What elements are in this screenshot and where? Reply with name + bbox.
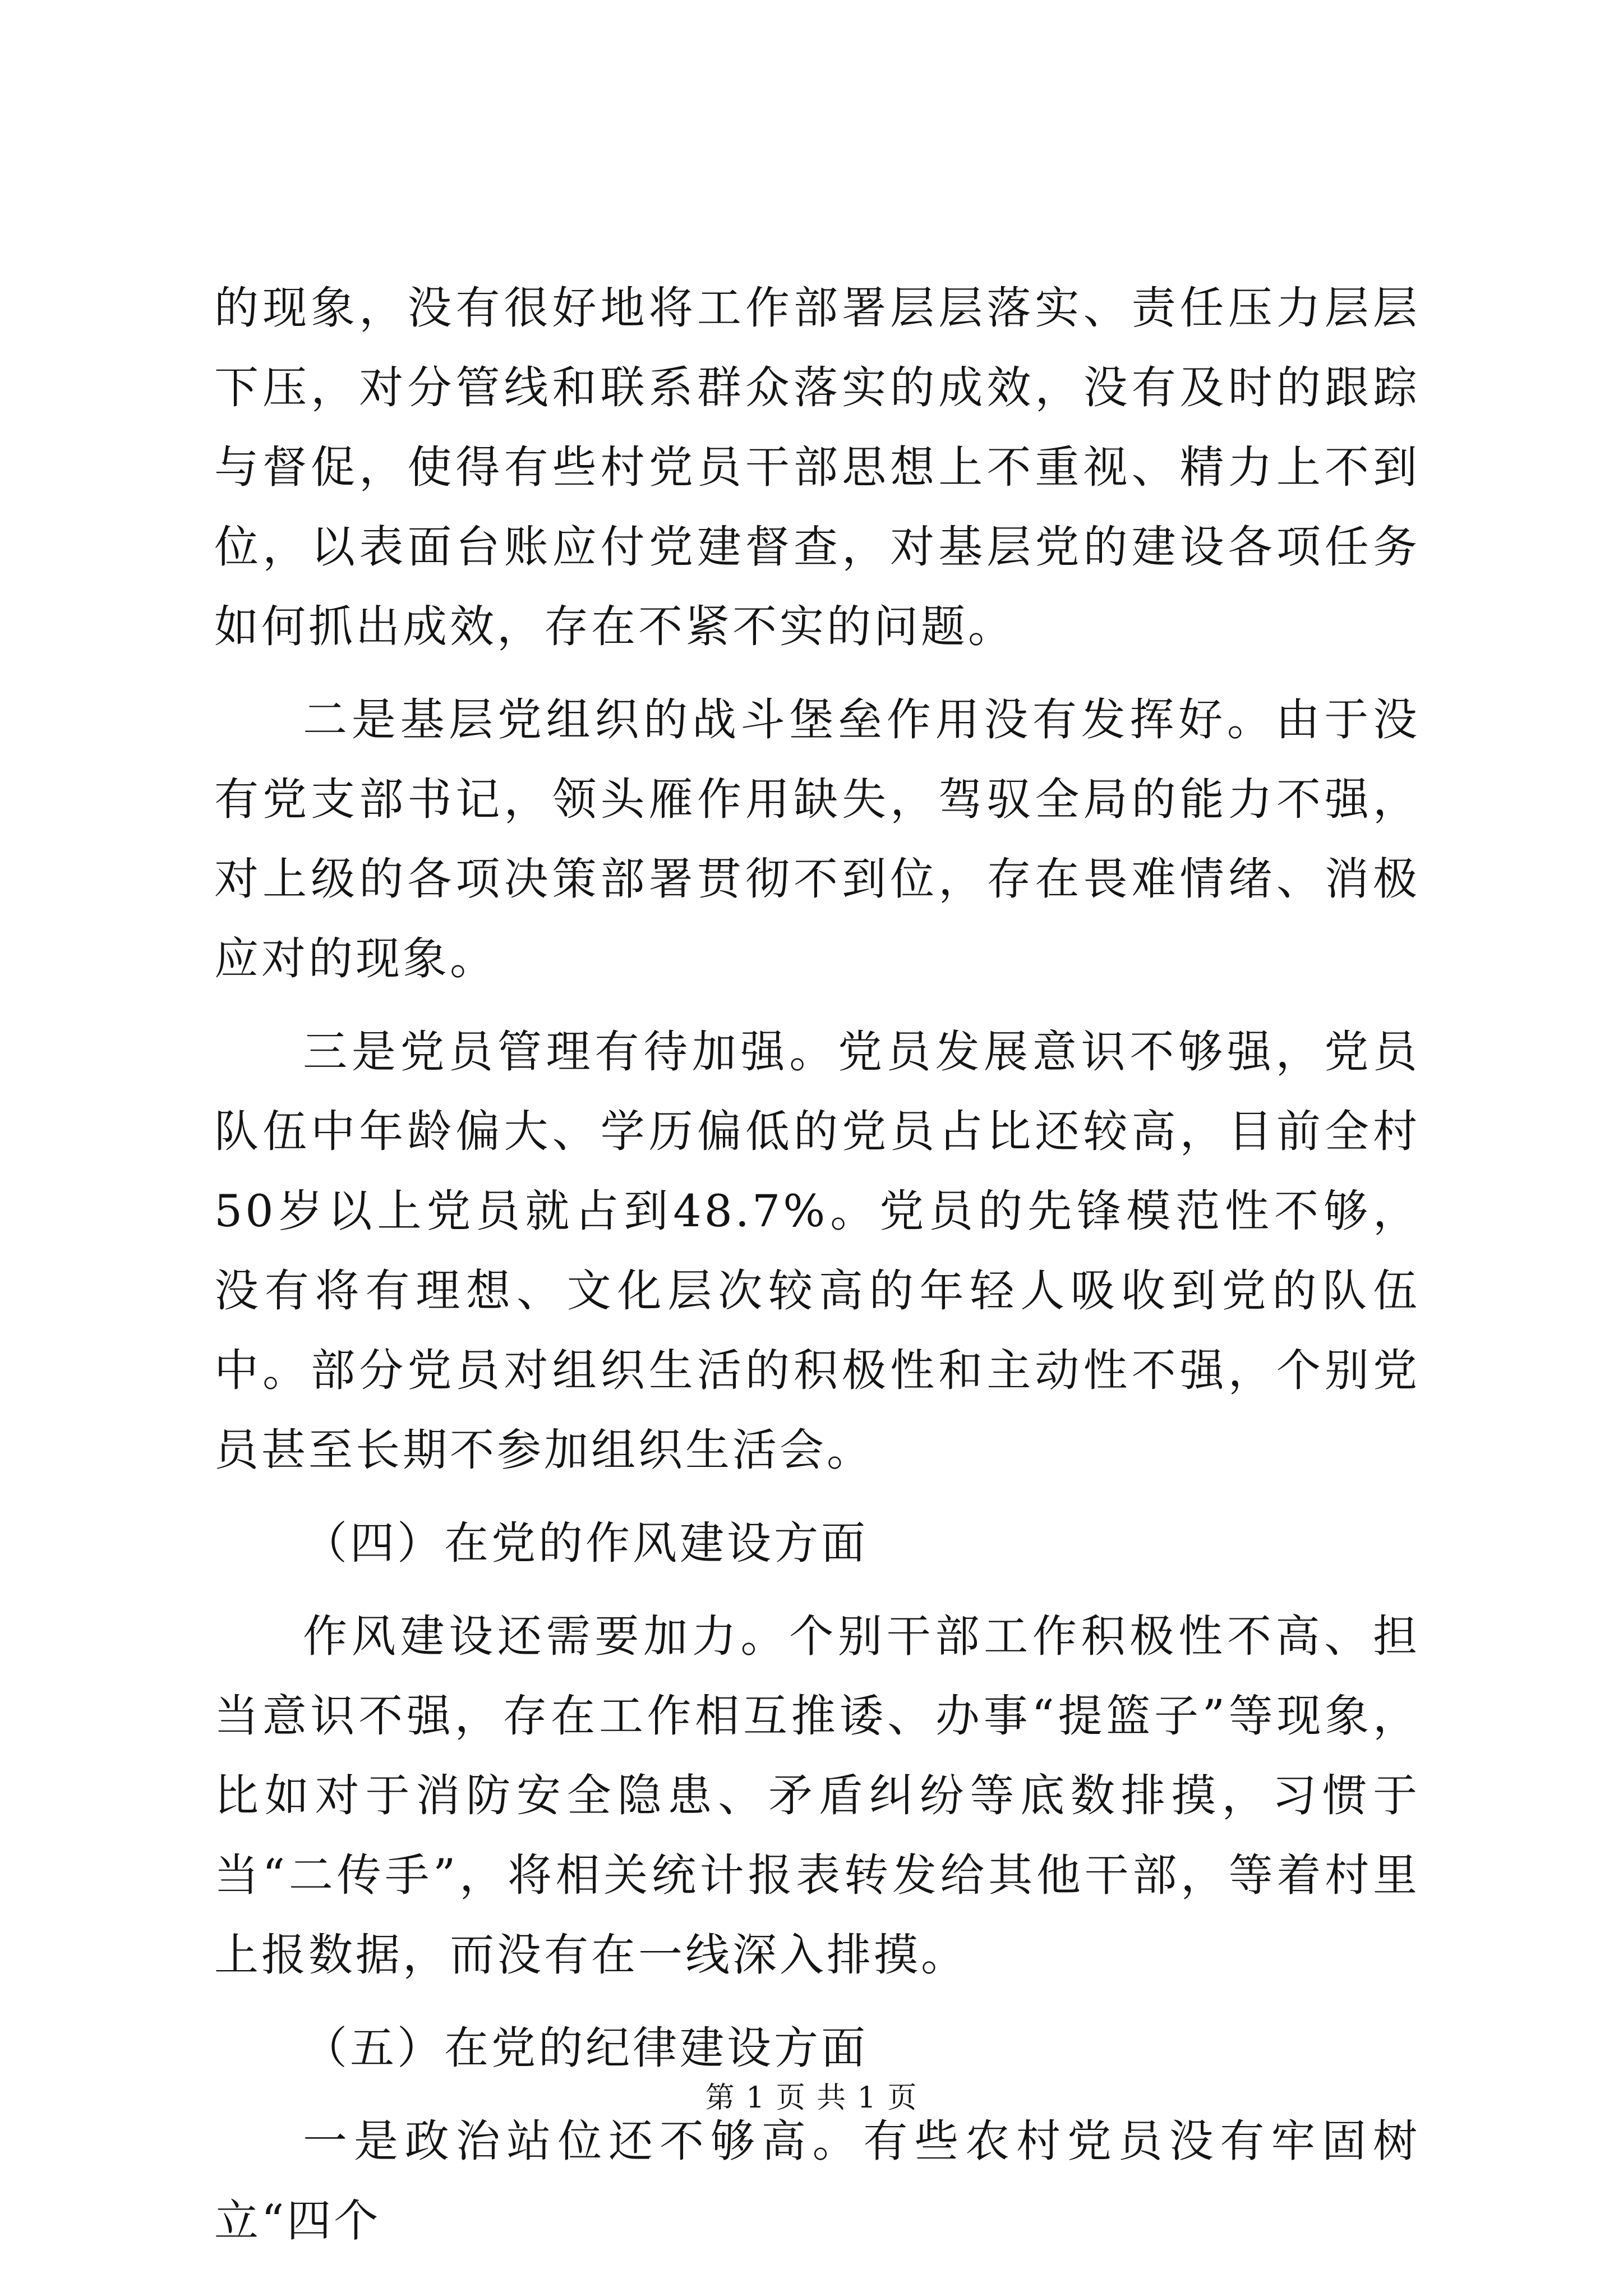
paragraph-point-two: 二是基层党组织的战斗堡垒作用没有发挥好。由于没有党支部书记，领头雁作用缺失，驾驭全局的能力不强，对上级的各项决策部署贯彻不到位，存在畏难情绪、消极应对的现象。 — [214, 694, 1420, 984]
paragraph-work-style: 作风建设还需要加力。个别干部工作积极性不高、担当意识不强，存在工作相互推诿、办事“提篮子”等现象，比如对于消防安全隐患、矛盾纠纷等底数排摸，习惯于当“二传手”，将相关统计报表转发给其他干部，等着村里上报数据，而没有在一线深入排摸。 — [214, 1611, 1420, 1981]
document-body — [214, 268, 1420, 2261]
page-footer: 第 1 页 共 1 页 — [705, 2081, 918, 2115]
section-heading-four: （四）在党的作风建设方面 — [303, 1517, 868, 1569]
paragraph-point-three: 三是党员管理有待加强。党员发展意识不够强，党员队伍中年龄偏大、学历偏低的党员占比还较高，目前全村50岁以上党员就占到48.7%。党员的先锋模范性不够，没有将有理想、文化层次较高的年轻人吸收到党的队伍中。部分党员对组织生活的积极性和主动性不强，个别党员甚至长期不参加组织生活会。 — [214, 1026, 1420, 1476]
paragraph-point-one: 一是政治站位还不够高。有些农村党员没有牢固树立“四个 — [214, 2115, 1420, 2247]
paragraph-continuation: 的现象，没有很好地将工作部署层层落实、责任压力层层下压，对分管线和联系群众落实的成效，没有及时的跟踪与督促，使得有些村党员干部思想上不重视、精力上不到位，以表面台账应付党建督查，对基层党的建设各项任务如何抓出成效，存在不紧不实的问题。 — [214, 282, 1420, 652]
section-heading-five: （五）在党的纪律建设方面 — [303, 2022, 868, 2074]
